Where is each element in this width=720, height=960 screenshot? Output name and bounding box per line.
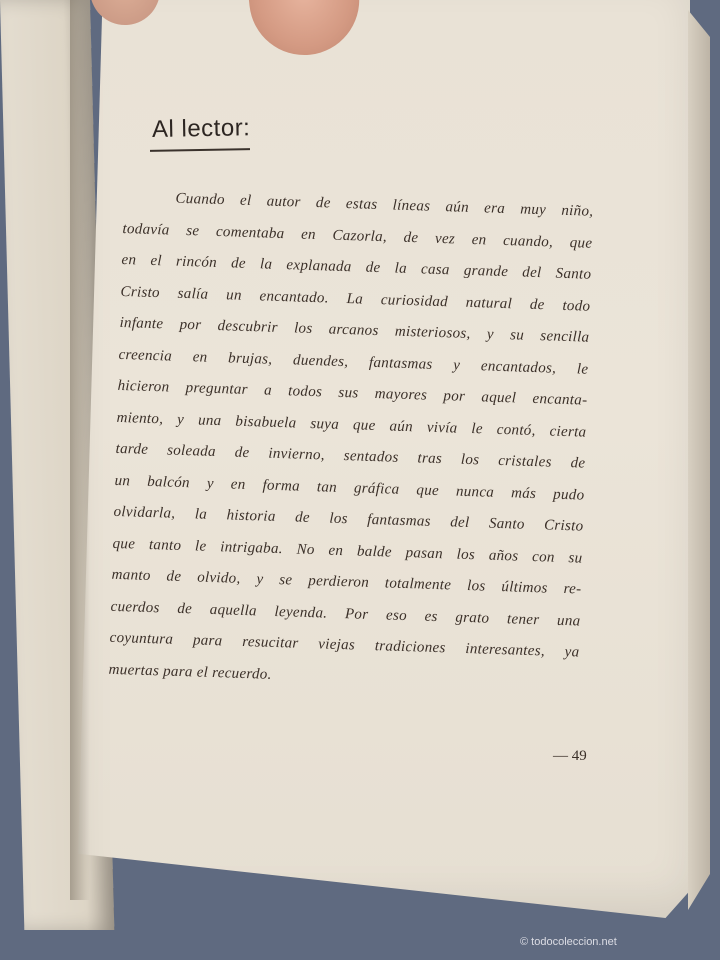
page-number: — 49 xyxy=(553,748,587,764)
text-line: manto de olvido, y se perdieron totalmente los últimos re- xyxy=(111,566,582,598)
text-line: un balcón y en forma tan gráfica que nunca más pudo xyxy=(114,472,585,504)
text-line: que tanto le intrigaba. No en balde pasan los años con su xyxy=(112,535,583,567)
text-line: muertas para el recuerdo. xyxy=(108,661,272,683)
body-text xyxy=(108,182,594,701)
text-line: en el rincón de la explanada de la casa grande del Santo xyxy=(121,251,592,283)
text-line: todavía se comentaba en Cazorla, de vez en cuando, que xyxy=(122,220,593,252)
page-edge xyxy=(688,10,710,910)
text-line: olvidarla, la historia de los fantasmas del Santo Cristo xyxy=(113,503,584,535)
page-heading: Al lector: xyxy=(151,114,251,143)
text-line: creencia en brujas, duendes, fantasmas y encantados, le xyxy=(118,346,589,378)
text-line: Cuando el autor de estas líneas aún era muy niño, xyxy=(175,190,594,220)
text-line: tarde soleada de invierno, sentados tras los cristales de xyxy=(115,440,586,472)
text-line: hicieron preguntar a todos sus mayores por aquel encanta- xyxy=(117,377,588,409)
text-line: coyuntura para resucitar viejas tradiciones interesantes, ya xyxy=(109,629,580,661)
text-line: infante por descubrir los arcanos misteriosos, y su sencilla xyxy=(119,314,590,346)
text-line: Cristo salía un encantado. La curiosidad natural de todo xyxy=(120,283,591,315)
watermark: © todocoleccion.net xyxy=(520,936,617,948)
book-gutter xyxy=(70,0,90,900)
text-line: miento, y una bisabuela suya que aún vivía le contó, cierta xyxy=(116,409,587,441)
text-line: cuerdos de aquella leyenda. Por eso es grato tener una xyxy=(110,598,581,630)
